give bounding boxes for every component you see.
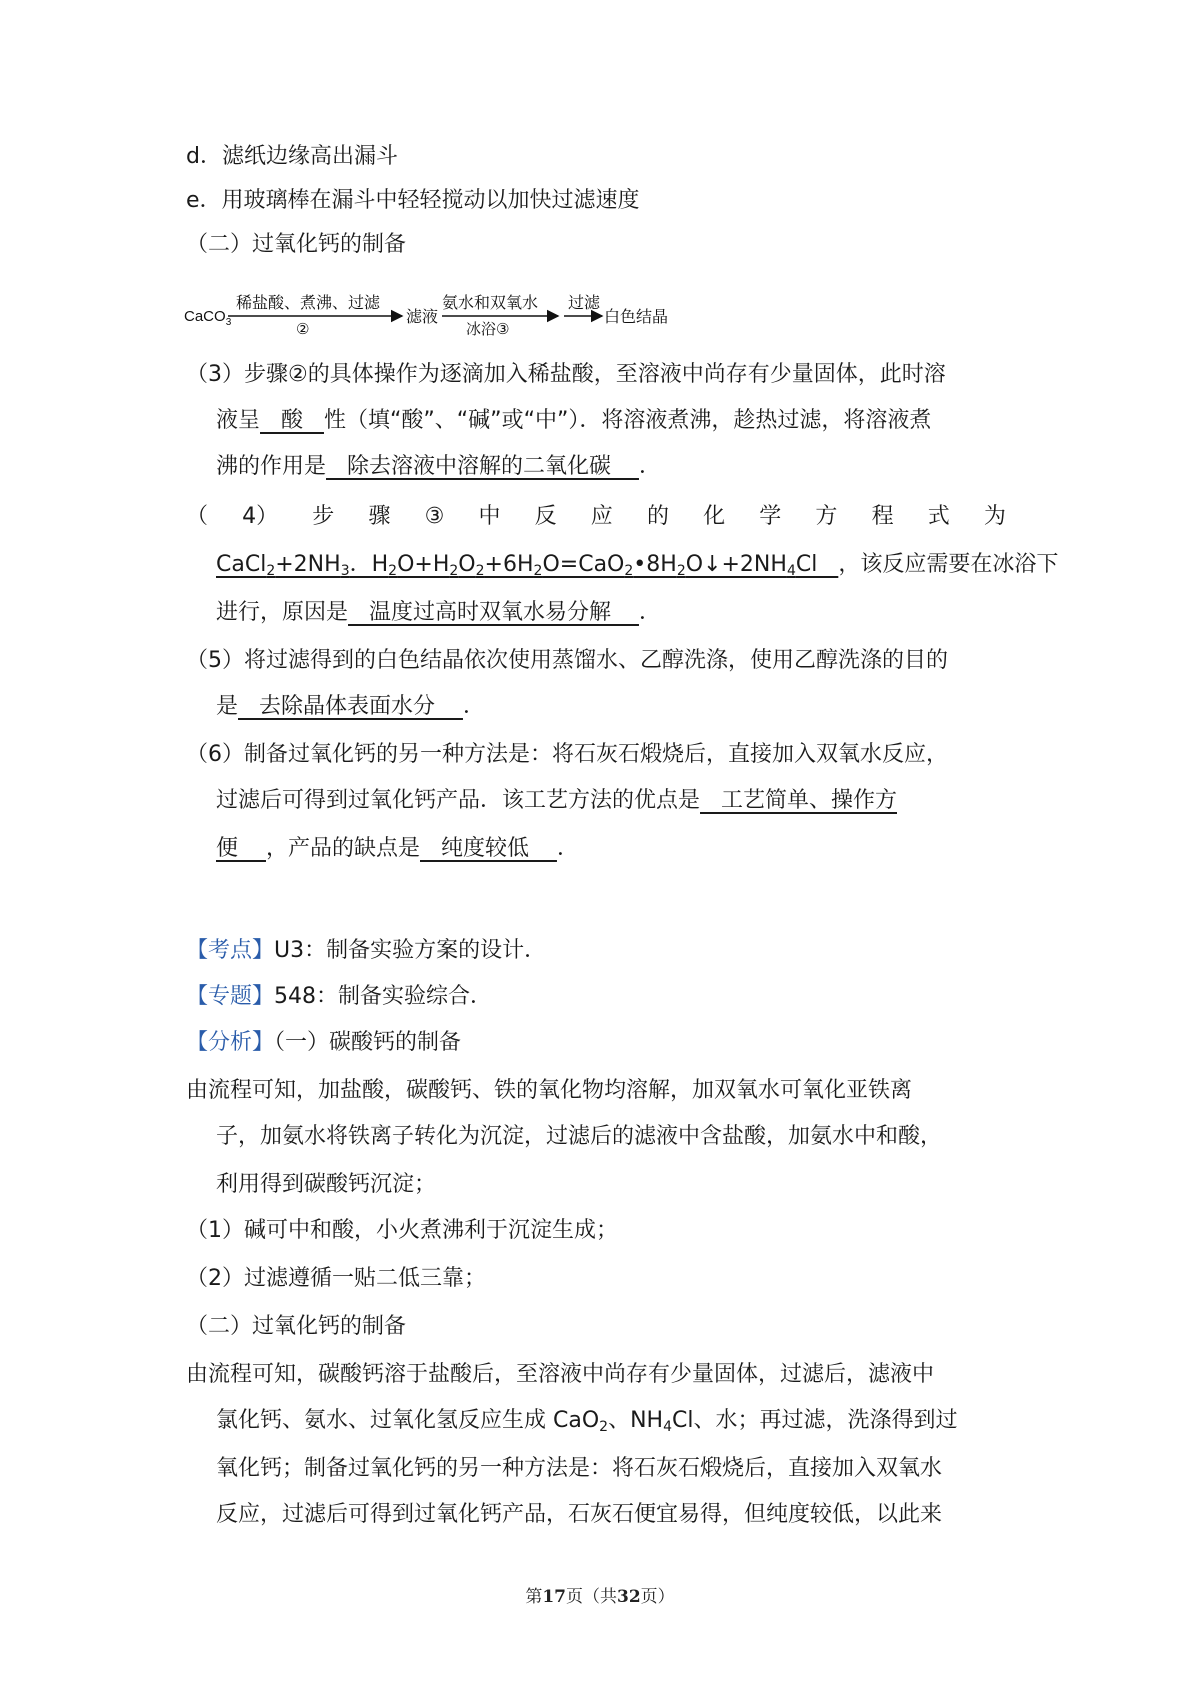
- flow-start: CaCO$_3$: [184, 308, 232, 328]
- q4-line1: [186, 502, 1006, 532]
- kaodian-tag: 【考点】: [186, 938, 275, 963]
- flow-step2-top: 氨水和双氧水: [442, 293, 539, 312]
- option-d: d．滤纸边缘高出漏斗: [186, 144, 398, 169]
- analysis-line-8: 氯化钙、氨水、过氧化氢反应生成 CaO$_2$、$NH_4Cl$、水；再过滤，洗涤得到过: [216, 1408, 958, 1435]
- q6-answer-advantage: 工艺简单、操作方: [700, 788, 897, 813]
- analysis-line-5: （2）过滤遵循一贴二低三靠；: [186, 1266, 486, 1291]
- page-total: 32: [617, 1587, 641, 1607]
- analysis-line-7: 由流程可知，碳酸钙溶于盐酸后，至溶液中尚存有少量固体，过滤后，滤液中: [186, 1362, 935, 1387]
- q3-line1: （3）步骤②的具体操作为逐滴加入稀盐酸，至溶液中尚存有少量固体，此时溶: [186, 362, 946, 387]
- q6-line2: 过滤后可得到过氧化钙产品．该工艺方法的优点是 工艺简单、操作方: [216, 788, 897, 813]
- flow-svg: [184, 284, 744, 344]
- q4-spread-char: 方: [815, 504, 838, 529]
- q5-line1: （5）将过滤得到的白色结晶依次使用蒸馏水、乙醇洗涤，使用乙醇洗涤的目的: [186, 648, 948, 673]
- analysis-line-2: 子，加氨水将铁离子转化为沉淀，过滤后的滤液中含盐酸，加氨水中和酸，: [216, 1124, 943, 1149]
- q4-spread-char: 的: [646, 504, 669, 529]
- q4-spread-char: 反: [534, 504, 557, 529]
- q4-spread-char: 步: [312, 504, 335, 529]
- analysis-line-6: （二）过氧化钙的制备: [186, 1314, 407, 1339]
- q4-answer-reason: 温度过高时双氧水易分解: [348, 600, 639, 625]
- analysis-line-9: 氧化钙；制备过氧化钙的另一种方法是：将石灰石煅烧后，直接加入双氧水: [216, 1456, 943, 1481]
- flow-step1-bottom: ②: [296, 320, 310, 338]
- q4-equation-line: $CaCl_2+2NH_3$．$H_2O+H_2O_2+6H_2O=CaO_2•8H_2O↓+2NH_4Cl$ ，该反应需要在冰浴下: [216, 552, 1059, 579]
- zhuanti-tag: 【专题】: [186, 984, 275, 1009]
- q4-spread-char: 4）: [242, 504, 279, 529]
- q5-answer: 去除晶体表面水分: [238, 694, 463, 719]
- q4-spread-char: 式: [927, 504, 950, 529]
- q3-line3: 沸的作用是 除去溶液中溶解的二氧化碳 ．: [216, 454, 661, 479]
- page-footer: 第17页（共32页）: [525, 1587, 675, 1607]
- flow-step3-top: 过滤: [568, 293, 601, 312]
- q4-spread-char: 骤: [368, 504, 391, 529]
- analysis-line-1: 由流程可知，加盐酸，碳酸钙、铁的氧化物均溶解，加双氧水可氧化亚铁离: [186, 1078, 913, 1103]
- section-title-peroxide: （二）过氧化钙的制备: [186, 232, 407, 257]
- q4-spread-char: 中: [478, 504, 501, 529]
- analysis-line-3: 利用得到碳酸钙沉淀；: [216, 1172, 437, 1197]
- analysis-line-10: 反应，过滤后可得到过氧化钙产品，石灰石便宜易得，但纯度较低，以此来: [216, 1502, 943, 1527]
- process-flow-diagram: [184, 284, 744, 344]
- flow-step2-bottom: 冰浴③: [466, 320, 510, 338]
- zhuanti-line: 【专题】548：制备实验综合．: [186, 984, 493, 1009]
- q4-spread-text: [186, 502, 1006, 532]
- q5-line2: 是 去除晶体表面水分 ．: [216, 694, 485, 719]
- q4-spread-char: 应: [590, 504, 613, 529]
- q4-answer-equation: $CaCl_2+2NH_3$．$H_2O+H_2O_2+6H_2O=CaO_2•8H_2O↓+2NH_4Cl$: [216, 552, 839, 579]
- q6-line3: 便 ，产品的缺点是 纯度较低 ．: [216, 836, 579, 861]
- option-e: e．用玻璃棒在漏斗中轻轻搅动以加快过滤速度: [186, 188, 640, 213]
- fenxi-line: 【分析】（一）碳酸钙的制备: [186, 1030, 462, 1055]
- kaodian-line: 【考点】U3：制备实验方案的设计．: [186, 938, 547, 963]
- analysis-line-4: （1）碱可中和酸，小火煮沸利于沉淀生成；: [186, 1218, 618, 1243]
- page-number: 17: [542, 1587, 566, 1607]
- q6-line1: （6）制备过氧化钙的另一种方法是：将石灰石煅烧后，直接加入双氧水反应，: [186, 742, 948, 767]
- flow-end: 白色结晶: [604, 307, 669, 326]
- q4-spread-char: （: [186, 504, 209, 529]
- q3-line2: 液呈 酸 性（填“酸”、“碱”或“中”）．将溶液煮沸，趁热过滤，将溶液煮: [216, 408, 932, 433]
- q6-answer-disadvantage: 纯度较低: [420, 836, 557, 861]
- q4-spread-char: ③: [424, 504, 445, 529]
- flow-step1-top: 稀盐酸、煮沸、过滤: [236, 293, 381, 312]
- q4-spread-char: 学: [759, 504, 782, 529]
- flow-mid: 滤液: [406, 307, 439, 326]
- fenxi-tag: 【分析】: [186, 1030, 275, 1055]
- q3-answer-boil: 除去溶液中溶解的二氧化碳: [326, 454, 639, 479]
- q4-spread-char: 程: [871, 504, 894, 529]
- q4-line3: 进行，原因是 温度过高时双氧水易分解 ．: [216, 600, 661, 625]
- q4-spread-char: 化: [703, 504, 726, 529]
- q4-spread-char: 为: [983, 504, 1006, 529]
- q3-answer-acid: 酸: [260, 408, 324, 433]
